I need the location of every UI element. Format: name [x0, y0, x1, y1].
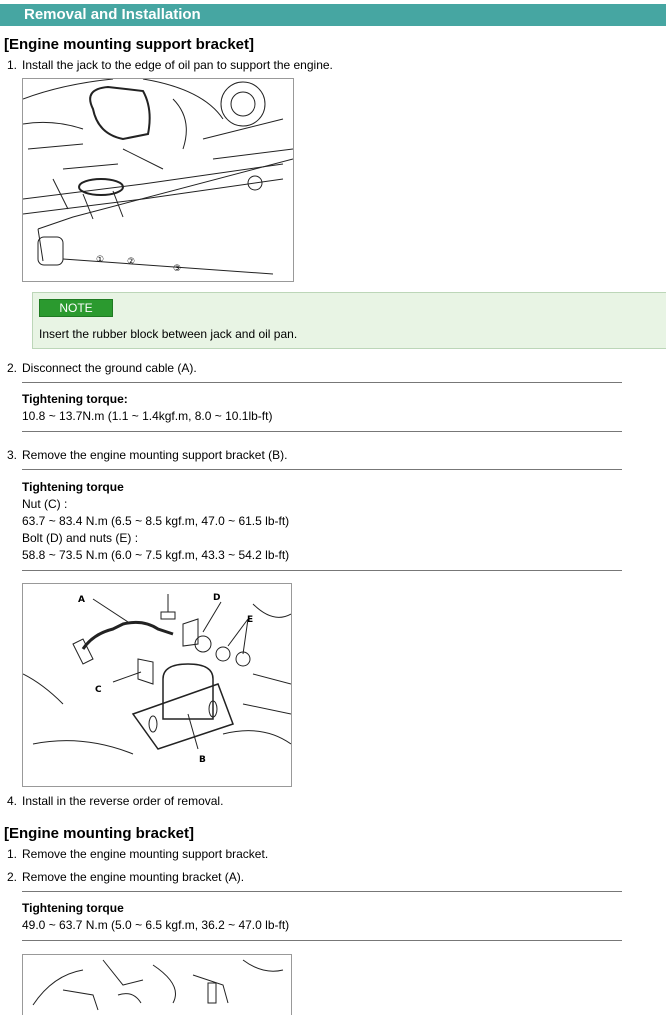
step-text: Remove the engine mounting bracket (A).	[22, 870, 245, 884]
torque-title: Tightening torque	[22, 901, 124, 915]
divider	[22, 891, 622, 892]
figure-callout: ③	[173, 264, 182, 274]
torque-title: Tightening torque	[22, 480, 124, 494]
step-4	[0, 794, 666, 810]
step-number: 2.	[7, 361, 18, 375]
step-text: Install the jack to the edge of oil pan to support the engine.	[22, 58, 333, 72]
note-text: Insert the rubber block between jack and oil pan.	[39, 327, 298, 341]
step-number: 4.	[7, 794, 18, 808]
torque-title: Tightening torque:	[22, 392, 128, 406]
mounting-bracket-figure	[22, 954, 292, 1015]
step-text: Remove the engine mounting support bracket.	[22, 847, 269, 861]
figure-callout: ①	[96, 255, 105, 265]
torque-value: 10.8 ~ 13.7N.m (1.1 ~ 1.4kgf.m, 8.0 ~ 10.1lb-ft)	[22, 409, 273, 423]
step-number: 1.	[7, 847, 18, 861]
step-number: 1.	[7, 58, 18, 72]
section-header	[0, 4, 666, 26]
divider	[22, 469, 622, 470]
bolt-label: Bolt (D) and nuts (E) :	[22, 531, 139, 545]
step-1	[0, 847, 666, 863]
support-bracket-figure	[22, 583, 292, 787]
figure-callout: ②	[127, 257, 136, 267]
step-3	[0, 448, 666, 464]
divider	[22, 382, 622, 383]
step-number: 2.	[7, 870, 18, 884]
step-1	[0, 58, 666, 74]
jack-oil-pan-figure	[22, 78, 294, 282]
callout-d: D	[213, 593, 221, 603]
callout-a: A	[78, 595, 85, 605]
note-box	[32, 292, 666, 349]
bolt-value: 58.8 ~ 73.5 N.m (6.0 ~ 7.5 kgf.m, 43.3 ~ 54.2 lb-ft)	[22, 548, 290, 562]
nut-value: 63.7 ~ 83.4 N.m (6.5 ~ 8.5 kgf.m, 47.0 ~ 61.5 lb-ft)	[22, 514, 290, 528]
nut-label: Nut (C) :	[22, 497, 68, 511]
divider	[22, 940, 622, 941]
callout-e: E	[247, 615, 254, 625]
divider	[22, 570, 622, 571]
step-number: 3.	[7, 448, 18, 462]
support-bracket-heading: [Engine mounting support bracket]	[4, 36, 254, 53]
step-2	[0, 361, 666, 377]
support-bracket-drawing	[23, 584, 291, 786]
torque-value: 49.0 ~ 63.7 N.m (5.0 ~ 6.5 kgf.m, 36.2 ~ 47.0 lb-ft)	[22, 918, 290, 932]
step-text: Install in the reverse order of removal.	[22, 794, 224, 808]
step-2	[0, 870, 666, 886]
step-text: Disconnect the ground cable (A).	[22, 361, 197, 375]
jack-oil-pan-drawing	[23, 79, 293, 281]
mounting-bracket-heading: [Engine mounting bracket]	[4, 825, 195, 842]
section-title: Removal and Installation	[24, 6, 201, 23]
note-badge: NOTE	[39, 299, 113, 317]
callout-b: B	[199, 755, 206, 765]
step-text: Remove the engine mounting support bracket (B).	[22, 448, 288, 462]
mounting-bracket-drawing	[23, 955, 291, 1015]
callout-c: C	[95, 685, 102, 695]
divider	[22, 431, 622, 432]
